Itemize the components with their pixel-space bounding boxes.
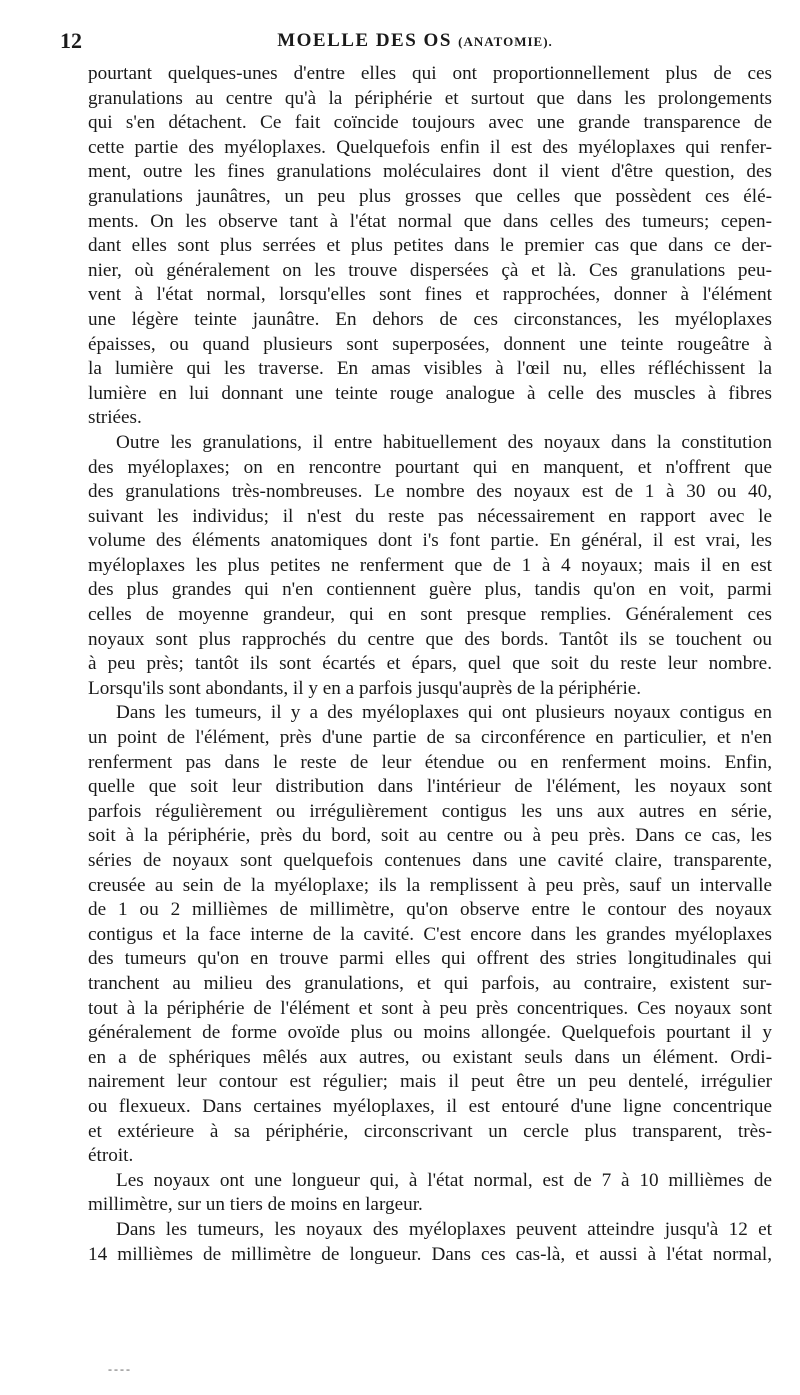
body-text [88,62,772,1267]
text-line: nairement leur contour est régulier; mais il peut être un peu dentelé, irrégulier [88,1071,772,1093]
text-line: qui s'en détachent. Ce fait coïncide toujours avec une grande transparence de [88,112,772,134]
text-line: des myéloplaxes; on en rencontre pourtant qui en manquent, et n'offrent que [88,456,772,478]
running-title-main: MOELLE DES OS [277,30,452,51]
text-line: creusée au sein de la myéloplaxe; ils la remplissent à peu près, sauf un intervalle [88,874,772,896]
text-line: Dans les tumeurs, les noyaux des myéloplaxes peuvent atteindre jusqu'à 12 et [116,1218,772,1240]
text-line: millimètre, sur un tiers de moins en largeur. [88,1194,423,1216]
text-line: contigus et la face interne de la cavité. C'est encore dans les grandes myéloplaxes [88,923,772,945]
text-line: tranchent au milieu des granulations, et qui parfois, au contraire, existent sur- [88,972,772,994]
text-line: noyaux sont plus rapprochés du centre que des bords. Tantôt ils se touchent ou [88,628,772,650]
text-line: vent à l'état normal, lorsqu'elles sont fines et rapprochées, donner à l'élément [88,284,772,306]
text-line: et extérieure à sa périphérie, circonscrivant un cercle plus transparent, très- [88,1120,772,1142]
text-line: celles de moyenne grandeur, qui en sont presque remplies. Généralement ces [88,604,772,626]
text-line: tout à la périphérie de l'élément et sont à peu près concentriques. Ces noyaux sont [88,997,772,1019]
text-line: étroit. [88,1145,134,1167]
text-line: striées. [88,407,142,429]
text-line: granulations jaunâtres, un peu plus grosses que celles que possèdent ces élé- [88,185,772,207]
text-line: Lorsqu'ils sont abondants, il y en a parfois jusqu'auprès de la périphérie. [88,677,642,699]
text-line: volume des éléments anatomiques dont i's font partie. En général, il est vrai, les [88,530,772,552]
running-title [60,30,770,52]
text-line: granulations au centre qu'à la périphérie et surtout que dans les prolongements [88,87,772,109]
text-line: renferment pas dans le reste de leur étendue ou en renferment moins. Enfin, [88,751,772,773]
page-header [60,28,770,58]
text-line: des plus grandes qui n'en contiennent guère plus, tandis qu'on en voit, parmi [88,579,772,601]
text-line: nier, où généralement on les trouve dispersées çà et là. Ces granulations peu- [88,259,772,281]
text-line: séries de noyaux sont quelquefois contenues dans une cavité claire, transparente, [88,850,772,871]
text-line: dant elles sont plus serrées et plus petites dans le premier cas que dans ce der- [88,235,772,257]
text-line: généralement de forme ovoïde plus ou moins allongée. Quelquefois pourtant il y [88,1022,772,1044]
text-line: quelle que soit leur distribution dans l'intérieur de l'élément, les noyaux sont [88,776,772,798]
text-line: Outre les granulations, il entre habituellement des noyaux dans la constitution [116,431,772,453]
text-line: de 1 ou 2 millièmes de millimètre, qu'on observe entre le contour des noyaux [88,899,772,921]
text-line: Les noyaux ont une longueur qui, à l'état normal, est de 7 à 10 millièmes de [116,1169,772,1191]
text-line: 14 millièmes de millimètre de longueur. Dans ces cas-là, et aussi à l'état normal, [88,1243,772,1265]
text-line: la lumière qui les traverse. En amas visibles à l'œil nu, elles réfléchissent la [88,358,772,380]
text-line: épaisses, ou quand plusieurs sont superposées, donnent une teinte rougeâtre à [88,333,772,355]
footer-mark: ---- [108,1362,132,1376]
text-line: ments. On les observe tant à l'état normal que dans celles des tumeurs; cepen- [88,210,772,232]
text-line: en a de sphériques mêlés aux autres, ou existant seuls dans un élément. Ordi- [88,1046,772,1068]
text-line: suivant les individus; il n'est du reste pas nécessairement en rapport avec le [88,505,772,527]
text-line: à peu près; tantôt ils sont écartés et épars, quel que soit du reste leur nombre. [88,653,772,675]
page-number: 12 [60,28,82,53]
text-line: ment, outre les fines granulations moléculaires dont il vient d'être question, des [88,161,772,183]
text-line: des tumeurs qu'on en trouve parmi elles qui offrent des stries longitudinales qui [88,948,772,970]
text-line: cette partie des myéloplaxes. Quelquefois enfin il est des myéloplaxes qui renfer- [88,136,772,158]
text-line: lumière en lui donnant une teinte rouge analogue à celle des muscles à fibres [88,382,772,404]
text-line: soit à la périphérie, près du bord, soit au centre ou à peu près. Dans ce cas, les [88,825,772,847]
running-title-subtitle: (ANATOMIE). [458,34,553,49]
text-line: une légère teinte jaunâtre. En dehors de ces circonstances, les myéloplaxes [88,308,772,330]
text-line: myéloplaxes les plus petites ne renferment que de 1 à 4 noyaux; mais il en est [88,554,772,576]
text-line: un point de l'élément, près d'une partie de sa circonférence en particulier, et n'en [88,727,772,749]
text-line: pourtant quelques-unes d'entre elles qui ont proportionnellement plus de ces [88,63,772,84]
text-line: ou flexueux. Dans certaines myéloplaxes, il est entouré d'une ligne concentrique [88,1095,772,1117]
text-line: Dans les tumeurs, il y a des myéloplaxes qui ont plusieurs noyaux contigus en [116,702,772,724]
text-line: parfois régulièrement ou irrégulièrement contigus les uns aux autres en série, [88,800,772,822]
text-line: des granulations très-nombreuses. Le nombre des noyaux est de 1 à 30 ou 40, [88,481,772,503]
